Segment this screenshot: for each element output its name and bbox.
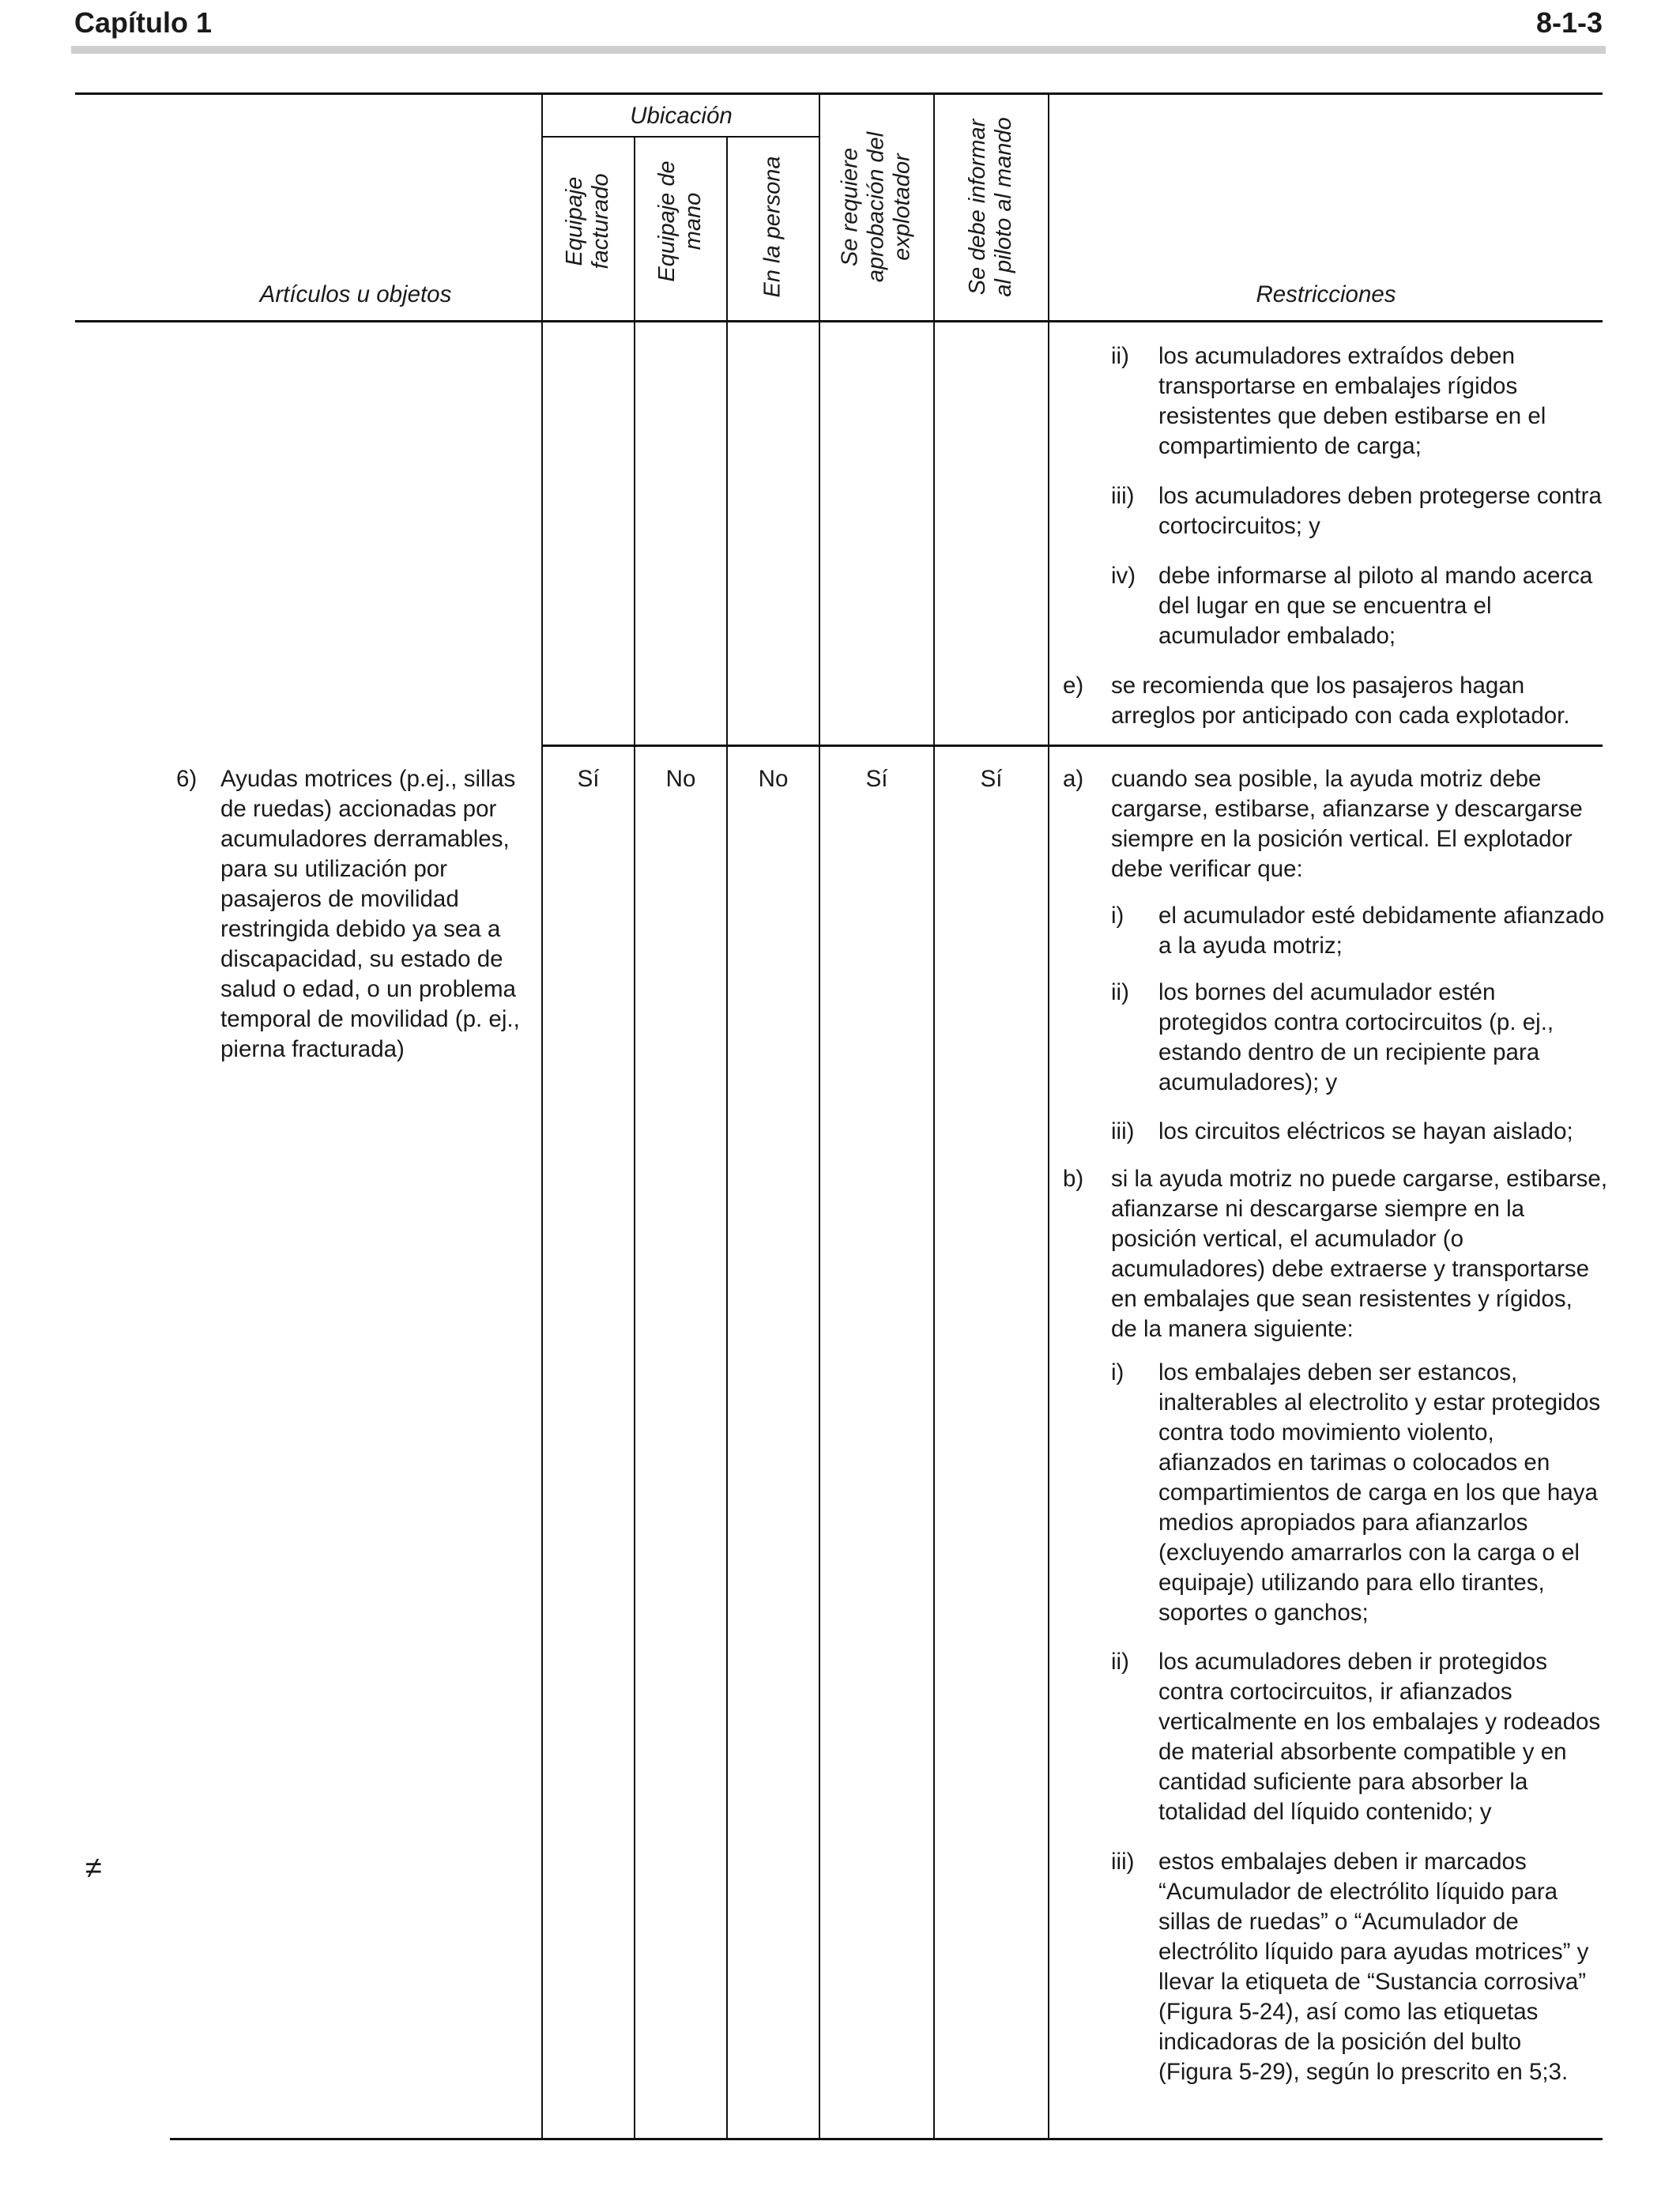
col-rule-3 (726, 136, 728, 2139)
col-rule-1 (541, 93, 543, 2139)
restriction-text: debe informarse al piloto al mando acerca del lugar en que se encuentra el acumulador embalado; (1158, 563, 1593, 649)
carry-on-baggage-header: Equipaje de mano (654, 160, 706, 282)
checked-baggage-value: Sí (577, 766, 600, 792)
operator-approval-value: Sí (865, 766, 888, 792)
restriction-text: si la ayuda motriz no puede cargarse, estibarse, afianzarse ni descargarse siempre en la posición vertical, el acumulador (o acumuladores) debe extraerse y transportarse en embalajes que sean resistentes y rígidos, de la manera siguiente: (1111, 1166, 1608, 1342)
checked-baggage-header: Equipaje facturado (562, 173, 613, 270)
col-rule-2 (634, 136, 635, 2139)
col-rule-6 (1048, 93, 1049, 2139)
restriction-text: se recomienda que los pasajeros hagan arreglos por anticipado con cada explotador. (1111, 673, 1570, 729)
item-description: Ayudas motrices (p.ej., sillas de ruedas) accionadas por acumuladores derramables, para su utilización por pasajeros de movilidad restringida debido ya sea a discapacidad, su estado de salud o edad, o un problema temporal de movilidad (p. ej., pierna fracturada) (220, 766, 520, 1062)
col-rule-5 (933, 93, 935, 2139)
restriction-text: los circuitos eléctricos se hayan aislado; (1158, 1118, 1573, 1144)
chapter-title: Capítulo 1 (74, 6, 213, 39)
restriction-text: los acumuladores extraídos deben transportarse en embalajes rígidos resistentes que deben estibarse en el compartimiento de carga; (1158, 343, 1546, 459)
on-person-header: En la persona (759, 156, 785, 298)
location-group-header: Ubicación (630, 103, 733, 129)
restriction-label: ii) (1111, 1649, 1129, 1675)
inform-pilot-value: Sí (980, 766, 1003, 792)
restriction-label: e) (1063, 673, 1084, 699)
restriction-label: iv) (1111, 563, 1136, 589)
carry-on-baggage-value: No (665, 766, 696, 792)
restriction-label: i) (1111, 1359, 1124, 1385)
restriction-text: cuando sea posible, la ayuda motriz debe cargarse, estibarse, afianzarse y descargarse siempre en la posición vertical. El explotador debe verificar que: (1111, 766, 1583, 882)
restriction-text: los embalajes deben ser estancos, inalterables al electrolito y estar protegidos contra todo movimiento violento, afianzados en tarimas o colocados en compartimientos de carga en los que haya medios apropiados para afianzarlos (excluyendo amarrarlos con la carga o el equipaje) utilizando para ello tirantes, soportes o ganchos; (1158, 1359, 1601, 1626)
change-mark: ≠ (85, 1852, 102, 1885)
item-number: 6) (176, 766, 198, 792)
restriction-label: b) (1063, 1166, 1084, 1192)
restriction-label: ii) (1111, 343, 1129, 369)
on-person-value: No (758, 766, 789, 792)
restriction-text: los acumuladores deben protegerse contra cortocircuitos; y (1158, 483, 1602, 539)
restriction-label: ii) (1111, 979, 1129, 1005)
restriction-label: i) (1111, 903, 1124, 929)
restriction-label: iii) (1111, 1849, 1135, 1875)
table-bottom-rule (170, 2138, 1603, 2140)
page-number: 8-1-3 (1535, 6, 1603, 39)
restrictions-column-header: Restricciones (1256, 281, 1396, 307)
restriction-text: el acumulador esté debidamente afianzado a la ayuda motriz; (1158, 903, 1605, 959)
items-column-header: Artículos u objetos (259, 281, 452, 307)
row-divider-rule (541, 745, 1603, 747)
restriction-label: a) (1063, 766, 1084, 792)
restriction-label: iii) (1111, 1118, 1135, 1144)
operator-approval-header: Se requiere aprobación del explotador (837, 131, 915, 283)
col-rule-4 (819, 93, 820, 2139)
header-divider (71, 46, 1606, 54)
restriction-text: estos embalajes deben ir marcados “Acumulador de electrólito líquido para sillas de ruedas” o “Acumulador de electrólito líquido para ayudas motrices” y llevar la etiqueta de “Sustancia corrosiva” (Figura 5-24), así como las etiquetas indicadoras de la posición del bulto (Figura 5-29), según lo prescrito en 5;3. (1158, 1849, 1589, 2085)
restriction-text: los acumuladores deben ir protegidos contra cortocircuitos, ir afianzados verticalmente en los embalajes y rodeados de material absorbente compatible y en cantidad suficiente para absorber la totalidad del líquido contenido; y (1158, 1649, 1601, 1825)
restriction-label: iii) (1111, 483, 1135, 509)
inform-pilot-header: Se debe informar al piloto al mando (965, 117, 1016, 297)
restriction-text: los bornes del acumulador estén protegidos contra cortocircuitos (p. ej., estando dentro de un recipiente para acumuladores); y (1158, 979, 1554, 1095)
